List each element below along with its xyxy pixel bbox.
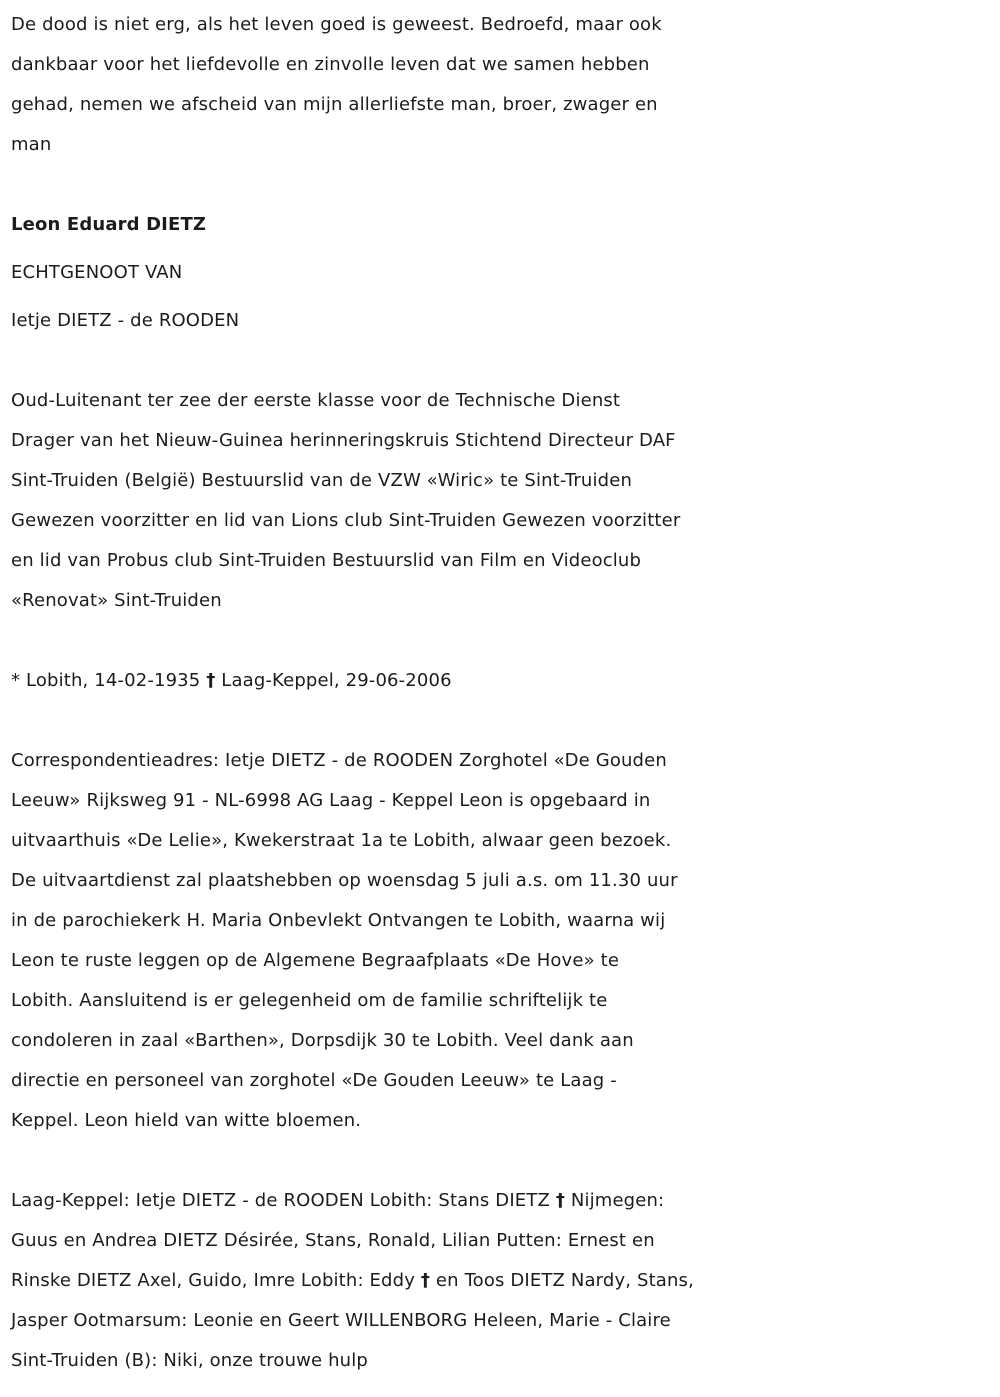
correspondence-line: uitvaarthuis «De Lelie», Kwekerstraat 1a te Lobith, alwaar geen bezoek. bbox=[11, 830, 672, 851]
titles-paragraph bbox=[11, 381, 996, 621]
correspondence-line: condoleren in zaal «Barthen», Dorpsdijk 30 te Lobith. Veel dank aan bbox=[11, 1030, 634, 1051]
correspondence-line: Leeuw» Rijksweg 91 - NL-6998 AG Laag - Keppel Leon is opgebaard in bbox=[11, 790, 651, 811]
correspondence-line: Leon te ruste leggen op de Algemene Begraafplaats «De Hove» te bbox=[11, 950, 620, 971]
title-line: Oud-Luitenant ter zee der eerste klasse voor de Technische Dienst bbox=[11, 390, 621, 411]
intro-line: dankbaar voor het liefdevolle en zinvolle leven dat we samen hebben bbox=[11, 54, 650, 75]
correspondence-line: directie en personeel van zorghotel «De Gouden Leeuw» te Laag - bbox=[11, 1070, 617, 1091]
family-line: Sint-Truiden (B): Niki, onze trouwe hulp bbox=[11, 1350, 368, 1371]
intro-line: De dood is niet erg, als het leven goed is geweest. Bedroefd, maar ook bbox=[11, 14, 662, 35]
cross-icon: † bbox=[420, 1270, 431, 1291]
cross-icon: † bbox=[206, 670, 216, 691]
correspondence-line: Correspondentieadres: Ietje DIETZ - de ROODEN Zorghotel «De Gouden bbox=[11, 750, 667, 771]
title-line: en lid van Probus club Sint-Truiden Bestuurslid van Film en Videoclub bbox=[11, 550, 642, 571]
intro-paragraph bbox=[11, 5, 996, 165]
cross-icon: † bbox=[555, 1190, 565, 1211]
family-text: Rinske DIETZ Axel, Guido, Imre Lobith: Eddy bbox=[11, 1270, 416, 1291]
correspondence-line: Keppel. Leon hield van witte bloemen. bbox=[11, 1110, 362, 1131]
family-line: Guus en Andrea DIETZ Désirée, Stans, Ronald, Lilian Putten: Ernest en bbox=[11, 1230, 655, 1251]
title-line: «Renovat» Sint-Truiden bbox=[11, 590, 222, 611]
title-line: Gewezen voorzitter en lid van Lions club Sint-Truiden Gewezen voorzitter bbox=[11, 510, 681, 531]
deceased-name: Leon Eduard DIETZ bbox=[11, 214, 207, 235]
family-text: Nijmegen: bbox=[570, 1190, 665, 1211]
correspondence-line: Lobith. Aansluitend is er gelegenheid om de familie schriftelijk te bbox=[11, 990, 608, 1011]
relation-label: ECHTGENOOT VAN bbox=[11, 262, 183, 283]
title-line: Sint-Truiden (België) Bestuurslid van de VZW «Wiric» te Sint-Truiden bbox=[11, 470, 633, 491]
family-paragraph bbox=[11, 1181, 996, 1381]
correspondence-line: De uitvaartdienst zal plaatshebben op woensdag 5 juli a.s. om 11.30 uur bbox=[11, 870, 678, 891]
paragraph-gap bbox=[11, 165, 996, 205]
paragraph-gap bbox=[11, 1141, 996, 1181]
intro-line: man bbox=[11, 134, 52, 155]
spouse-name: Ietje DIETZ - de ROODEN bbox=[11, 310, 240, 331]
title-line: Drager van het Nieuw-Guinea herinneringskruis Stichtend Directeur DAF bbox=[11, 430, 676, 451]
death-date: Laag-Keppel, 29-06-2006 bbox=[221, 670, 452, 691]
paragraph-gap bbox=[11, 341, 996, 381]
family-line: Jasper Ootmarsum: Leonie en Geert WILLENBORG Heleen, Marie - Claire bbox=[11, 1310, 671, 1331]
correspondence-line: in de parochiekerk H. Maria Onbevlekt Ontvangen te Lobith, waarna wij bbox=[11, 910, 666, 931]
correspondence-paragraph bbox=[11, 741, 996, 1141]
family-text: en Toos DIETZ Nardy, Stans, bbox=[435, 1270, 694, 1291]
deceased-block bbox=[11, 205, 996, 341]
paragraph-gap bbox=[11, 621, 996, 661]
family-text: Laag-Keppel: Ietje DIETZ - de ROODEN Lobith: Stans DIETZ bbox=[11, 1190, 550, 1211]
intro-line: gehad, nemen we afscheid van mijn allerliefste man, broer, zwager en bbox=[11, 94, 658, 115]
obituary-document bbox=[11, 5, 996, 1381]
birth-date: * Lobith, 14-02-1935 bbox=[11, 670, 201, 691]
dates-line bbox=[11, 661, 996, 701]
paragraph-gap bbox=[11, 701, 996, 741]
